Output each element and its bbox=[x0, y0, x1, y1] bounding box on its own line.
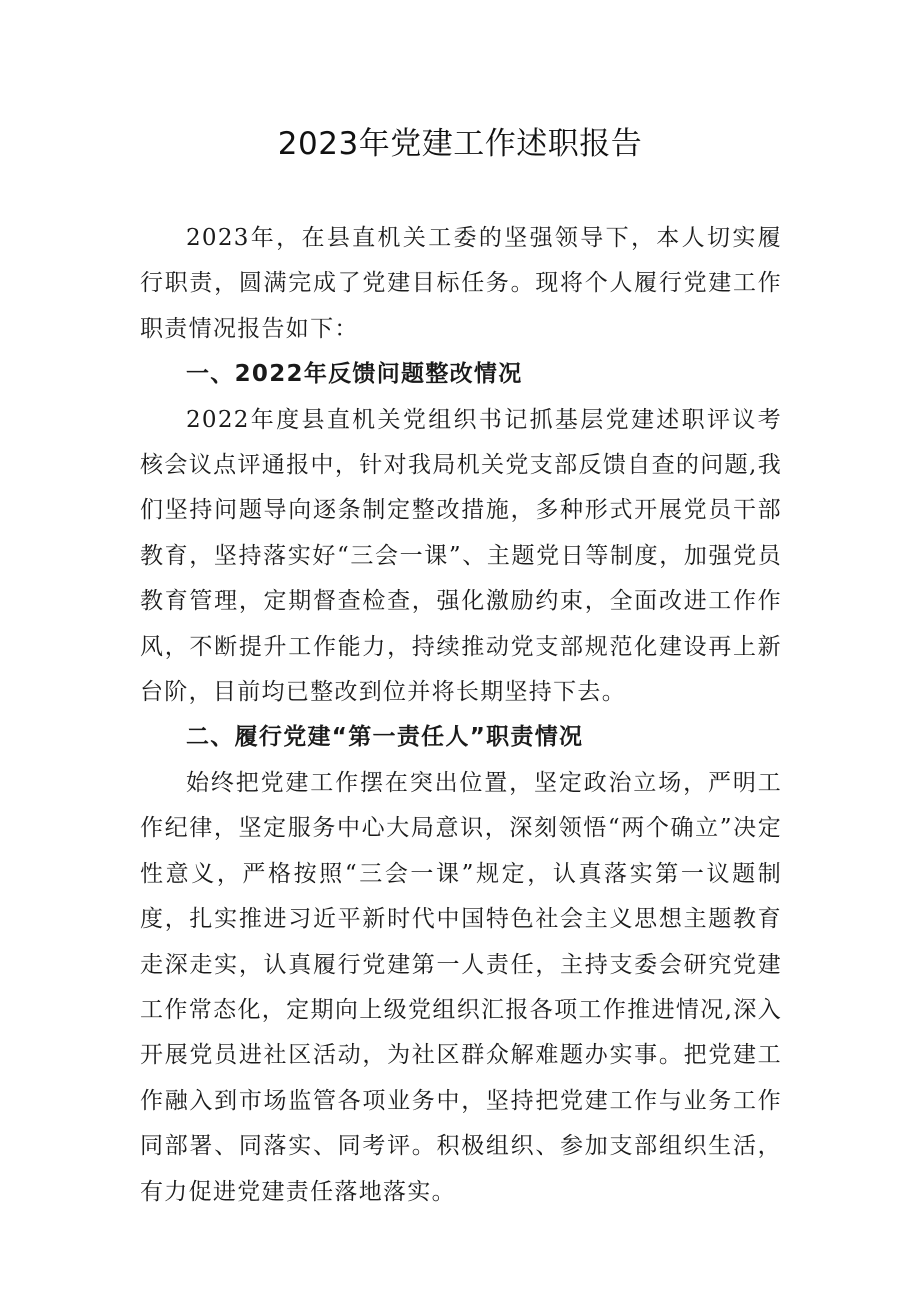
document-title: 2023年党建工作述职报告 bbox=[277, 126, 643, 162]
intro-paragraph: 2023年，在县直机关工委的坚强领导下，本人切实履行职责，圆满完成了党建目标任务。现将个人履行党建工作职责情况报告如下： bbox=[140, 225, 782, 342]
section-1-paragraph: 2022年度县直机关党组织书记抓基层党建述职评议考核会议点评通报中，针对我局机关党支部反馈自查的问题,我们坚持问题导向逐条制定整改措施，多种形式开展党员干部教育，坚持落实好“三会一课”、主题党日等制度，加强党员教育管理，定期督查检查，强化激励约束，全面改进工作作风，不断提升工作能力，持续推动党支部规范化建设再上新台阶，目前均已整改到位并将长期坚持下去。 bbox=[140, 406, 782, 706]
document-body bbox=[140, 216, 782, 1215]
section-heading-1: 一、2022年反馈问题整改情况 bbox=[186, 361, 523, 388]
section-heading-2: 二、履行党建“第一责任人”职责情况 bbox=[186, 724, 584, 751]
section-2-paragraph: 始终把党建工作摆在突出位置，坚定政治立场，严明工作纪律，坚定服务中心大局意识，深刻领悟“两个确立”决定性意义，严格按照“三会一课”规定，认真落实第一议题制度，扎实推进习近平新时代中国特色社会主义思想主题教育走深走实，认真履行党建第一人责任，主持支委会研究党建工作常态化，定期向上级党组织汇报各项工作推进情况,深入开展党员进社区活动，为社区群众解难题办实事。把党建工作融入到市场监管各项业务中，坚持把党建工作与业务工作同部署、同落实、同考评。积极组织、参加支部组织生活，有力促进党建责任落地落实。 bbox=[140, 769, 782, 1205]
